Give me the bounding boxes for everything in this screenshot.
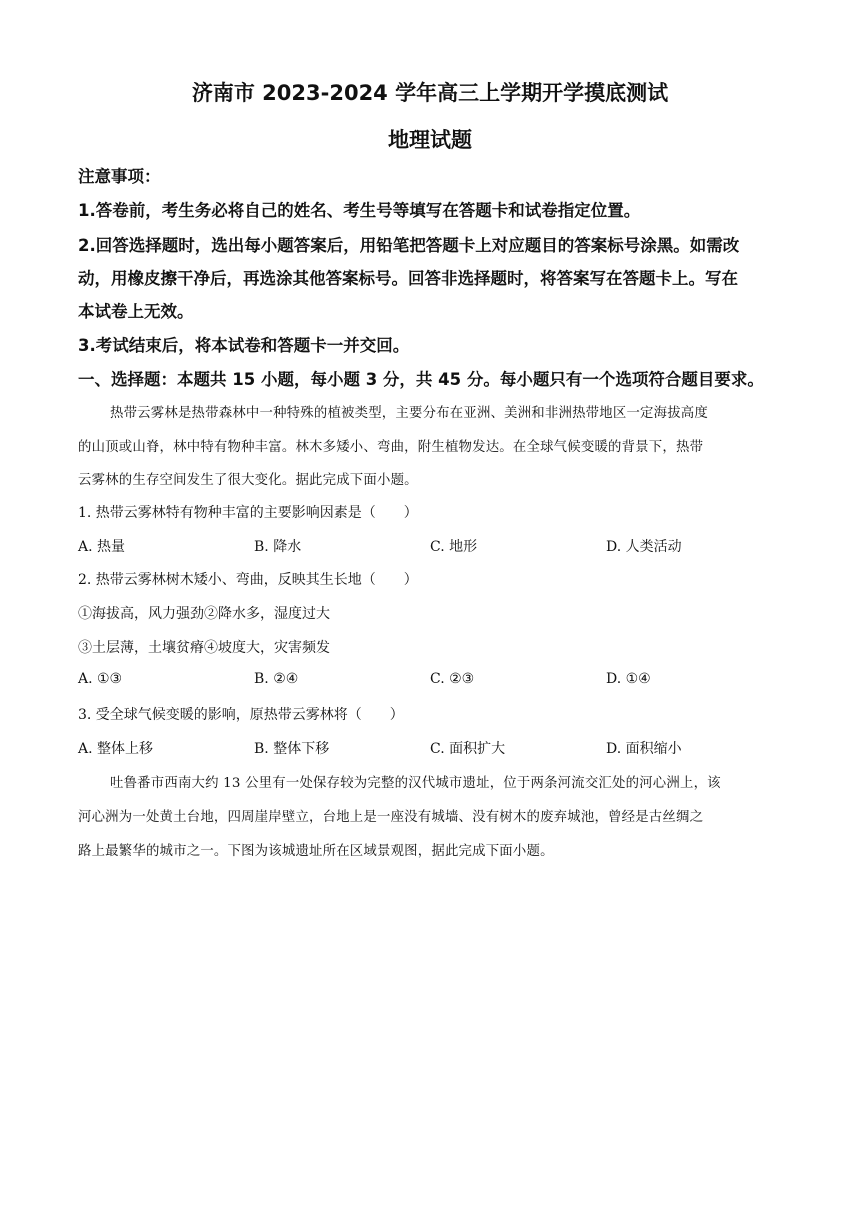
question-2-statements-1: ①海拔高，风力强劲②降水多，湿度过大 — [78, 606, 330, 622]
question-1-option-b: B. 降水 — [254, 539, 302, 555]
notice-item-1: 1.答卷前，考生务必将自己的姓名、考生号等填写在答题卡和试卷指定位置。 — [78, 201, 641, 220]
section-1-heading: 一、选择题：本题共 15 小题，每小题 3 分，共 45 分。每小题只有一个选项符合题目要求。 — [78, 370, 764, 389]
question-3-option-d: D. 面积缩小 — [606, 741, 682, 757]
question-2-option-b: B. ②④ — [254, 671, 299, 687]
notice-item-2-line-2: 动，用橡皮擦干净后，再选涂其他答案标号。回答非选择题时，将答案写在答题卡上。写在 — [78, 269, 738, 288]
question-2-option-d: D. ①④ — [606, 671, 651, 687]
notice-heading: 注意事项： — [78, 167, 161, 186]
passage-1-line-1: 热带云雾林是热带森林中一种特殊的植被类型，主要分布在亚洲、美洲和非洲热带地区一定海拔高度 — [110, 406, 708, 421]
passage-2-line-2: 河心洲为一处黄土台地，四周崖岸壁立，台地上是一座没有城墙、没有树木的废弃城池，曾经是古丝绸之 — [78, 810, 704, 825]
question-3-option-a: A. 整体上移 — [78, 741, 154, 757]
question-1-option-a: A. 热量 — [78, 539, 126, 555]
notice-item-2-line-1: 2.回答选择题时，选出每小题答案后，用铅笔把答题卡上对应题目的答案标号涂黑。如需改 — [78, 236, 740, 255]
question-1-option-c: C. 地形 — [430, 539, 478, 555]
notice-item-2-line-3: 本试卷上无效。 — [78, 302, 194, 321]
question-3-option-c: C. 面积扩大 — [430, 741, 506, 757]
question-3-stem: 3. 受全球气候变暖的影响，原热带云雾林将（ ） — [78, 707, 404, 723]
exam-title: 济南市 2023-2024 学年高三上学期开学摸底测试 — [191, 81, 669, 105]
question-2-option-a: A. ①③ — [78, 671, 123, 687]
passage-2-line-1: 吐鲁番市西南大约 13 公里有一处保存较为完整的汉代城市遗址，位于两条河流交汇处的河心洲上，该 — [110, 776, 721, 791]
question-1-stem: 1. 热带云雾林特有物种丰富的主要影响因素是（ ） — [78, 505, 418, 521]
notice-item-3: 3.考试结束后，将本试卷和答题卡一并交回。 — [78, 336, 410, 355]
passage-1-line-2: 的山顶或山脊，林中特有物种丰富。林木多矮小、弯曲，附生植物发达。在全球气候变暖的背景下，热带 — [78, 440, 704, 455]
passage-2-line-3: 路上最繁华的城市之一。下图为该城遗址所在区域景观图，据此完成下面小题。 — [78, 844, 554, 859]
question-2-statements-2: ③土层薄，土壤贫瘠④坡度大，灾害频发 — [78, 640, 330, 656]
question-1-option-d: D. 人类活动 — [606, 539, 682, 555]
question-2-stem: 2. 热带云雾林树木矮小、弯曲，反映其生长地（ ） — [78, 572, 418, 588]
question-3-option-b: B. 整体下移 — [254, 741, 330, 757]
question-2-option-c: C. ②③ — [430, 671, 475, 687]
passage-1-line-3: 云雾林的生存空间发生了很大变化。据此完成下面小题。 — [78, 473, 418, 488]
exam-subtitle: 地理试题 — [388, 128, 472, 152]
